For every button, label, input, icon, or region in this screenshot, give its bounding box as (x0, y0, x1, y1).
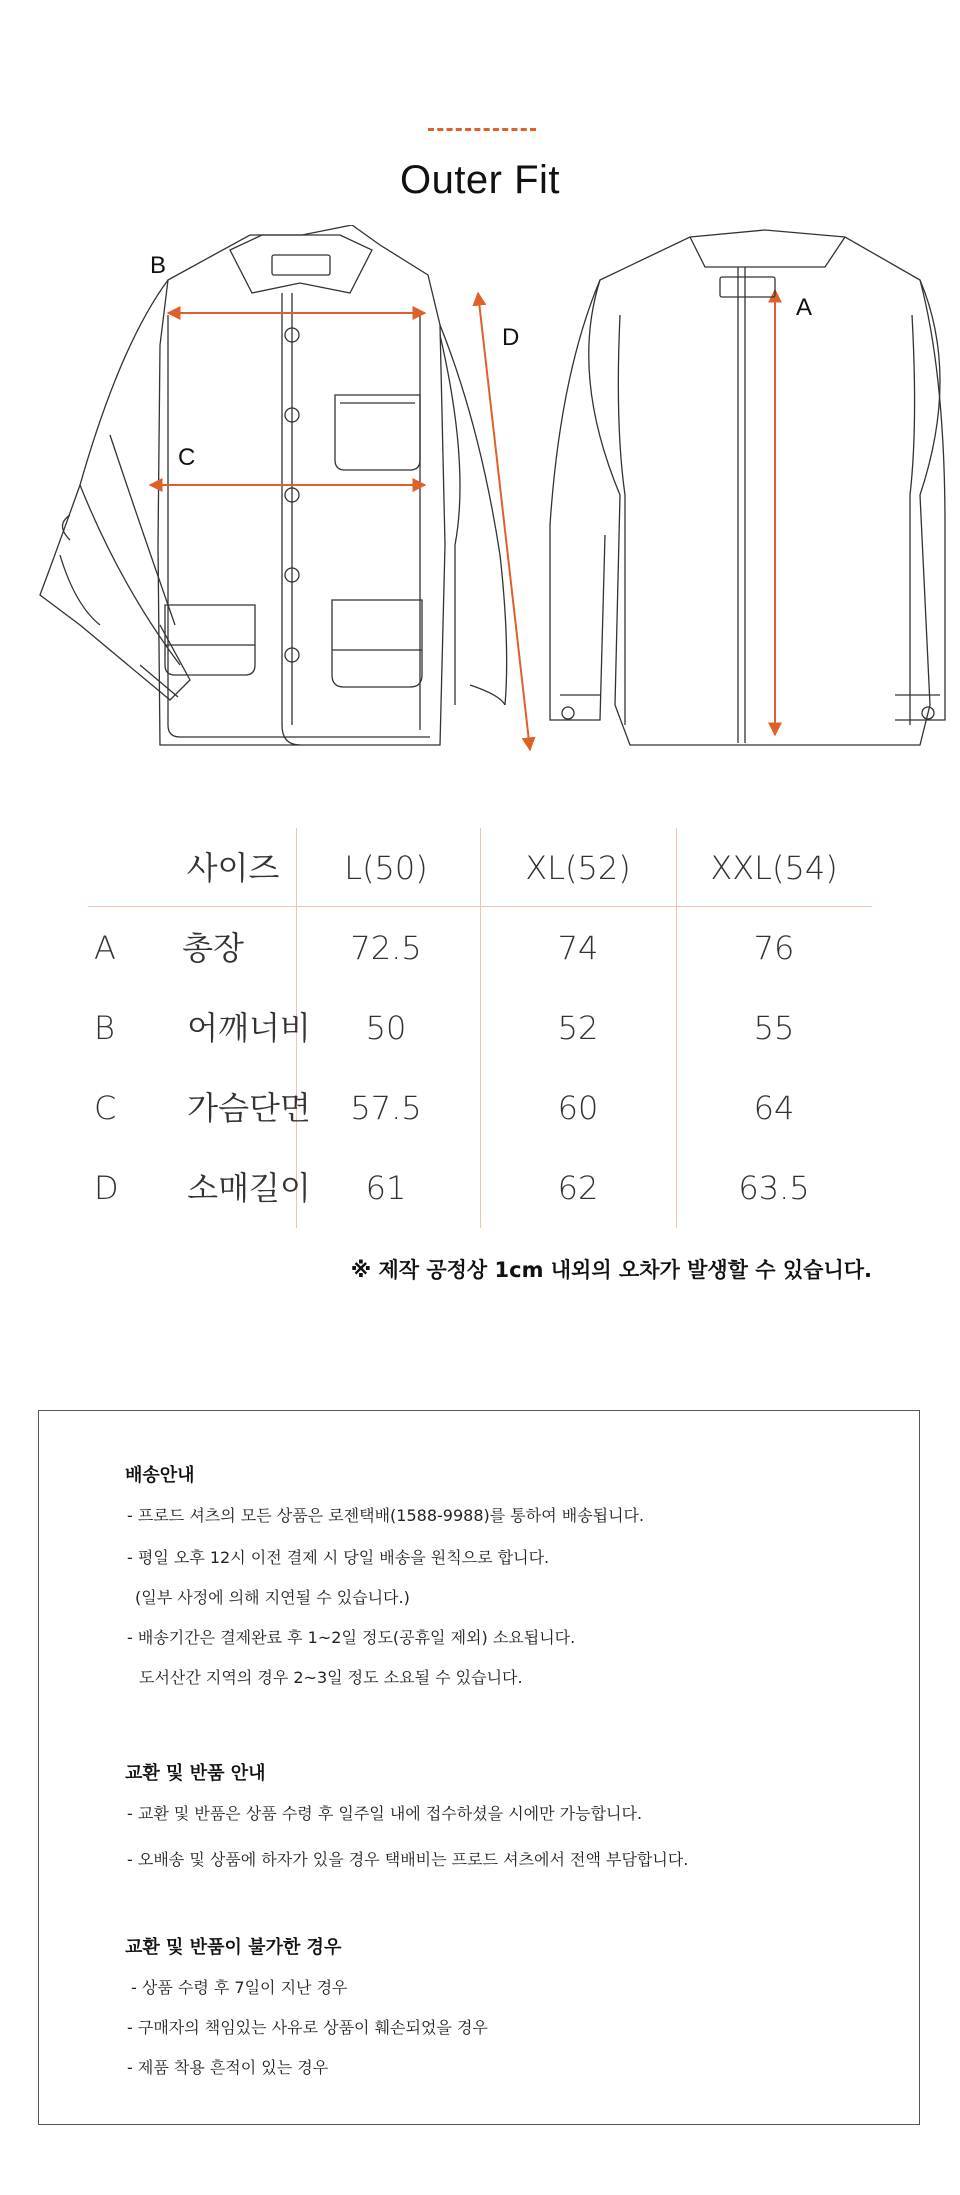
info-box (38, 1410, 920, 2125)
table-header-row (88, 828, 872, 908)
not-allowed-line: - 상품 수령 후 7일이 지난 경우 (131, 1978, 348, 1997)
exchange-line: - 오배송 및 상품에 하자가 있을 경우 택배비는 프로드 셔츠에서 전액 부담합니다. (127, 1850, 689, 1869)
table-row (88, 1148, 872, 1228)
table-row (88, 908, 872, 988)
not-allowed-line: - 제품 착용 흔적이 있는 경우 (127, 2058, 329, 2077)
row-value: 64 (753, 1089, 795, 1127)
row-name: 소매길이 (187, 1169, 311, 1207)
exchange-title: 교환 및 반품 안내 (125, 1763, 266, 1784)
header-size: 사이즈 (186, 849, 280, 887)
header-xxl: XXL(54) (710, 849, 838, 887)
row-value: 50 (365, 1009, 407, 1047)
shipping-line: 도서산간 지역의 경우 2~3일 정도 소요될 수 있습니다. (139, 1668, 523, 1687)
row-value: 74 (557, 929, 599, 967)
row-name: 총장 (182, 929, 244, 967)
not-allowed-line: - 구매자의 책임있는 사유로 상품이 훼손되었을 경우 (127, 2018, 488, 2037)
exchange-line: - 교환 및 반품은 상품 수령 후 일주일 내에 접수하셨을 시에만 가능합니다. (127, 1804, 643, 1823)
row-value: 76 (753, 929, 795, 967)
row-name: 어깨너비 (187, 1009, 311, 1047)
shipping-line: - 평일 오후 12시 이전 결제 시 당일 배송을 원칙으로 합니다. (127, 1548, 550, 1567)
row-value: 55 (753, 1009, 795, 1047)
row-letter: B (94, 1009, 115, 1047)
measurement-note: ※ 제작 공정상 1cm 내외의 오차가 발생할 수 있습니다. (350, 1258, 872, 1282)
row-value: 61 (365, 1169, 407, 1207)
row-value: 62 (557, 1169, 599, 1207)
measure-label-d: D (502, 324, 520, 351)
measure-label-a: A (796, 294, 813, 321)
row-value: 72.5 (350, 929, 422, 967)
measure-label-b: B (150, 252, 167, 279)
row-letter: D (94, 1169, 119, 1207)
shipping-line: - 프로드 셔츠의 모든 상품은 로젠택배(1588-9988)를 통하여 배송됩니다. (127, 1506, 645, 1525)
row-name: 가슴단면 (187, 1089, 311, 1127)
jacket-illustration (0, 225, 960, 765)
jacket-back-drawing (550, 230, 945, 745)
title-accent-line (428, 128, 536, 131)
row-value: 63.5 (738, 1169, 810, 1207)
row-value: 57.5 (350, 1089, 422, 1127)
header-divider (88, 906, 872, 907)
shipping-line: - 배송기간은 결제완료 후 1~2일 정도(공휴일 제외) 소요됩니다. (127, 1628, 576, 1647)
shipping-title: 배송안내 (125, 1465, 195, 1486)
table-row (88, 988, 872, 1068)
shipping-line: (일부 사정에 의해 지연될 수 있습니다.) (135, 1588, 410, 1607)
measurement-arrows (150, 290, 775, 750)
not-allowed-title: 교환 및 반품이 불가한 경우 (125, 1937, 342, 1958)
header-xl: XL(52) (525, 849, 631, 887)
page-title: Outer Fit (399, 158, 561, 202)
table-row (88, 1068, 872, 1148)
row-value: 52 (557, 1009, 599, 1047)
header-l: L(50) (344, 849, 428, 887)
row-value: 60 (557, 1089, 599, 1127)
measure-label-c: C (178, 444, 196, 471)
row-letter: A (94, 929, 116, 967)
row-letter: C (94, 1089, 117, 1127)
